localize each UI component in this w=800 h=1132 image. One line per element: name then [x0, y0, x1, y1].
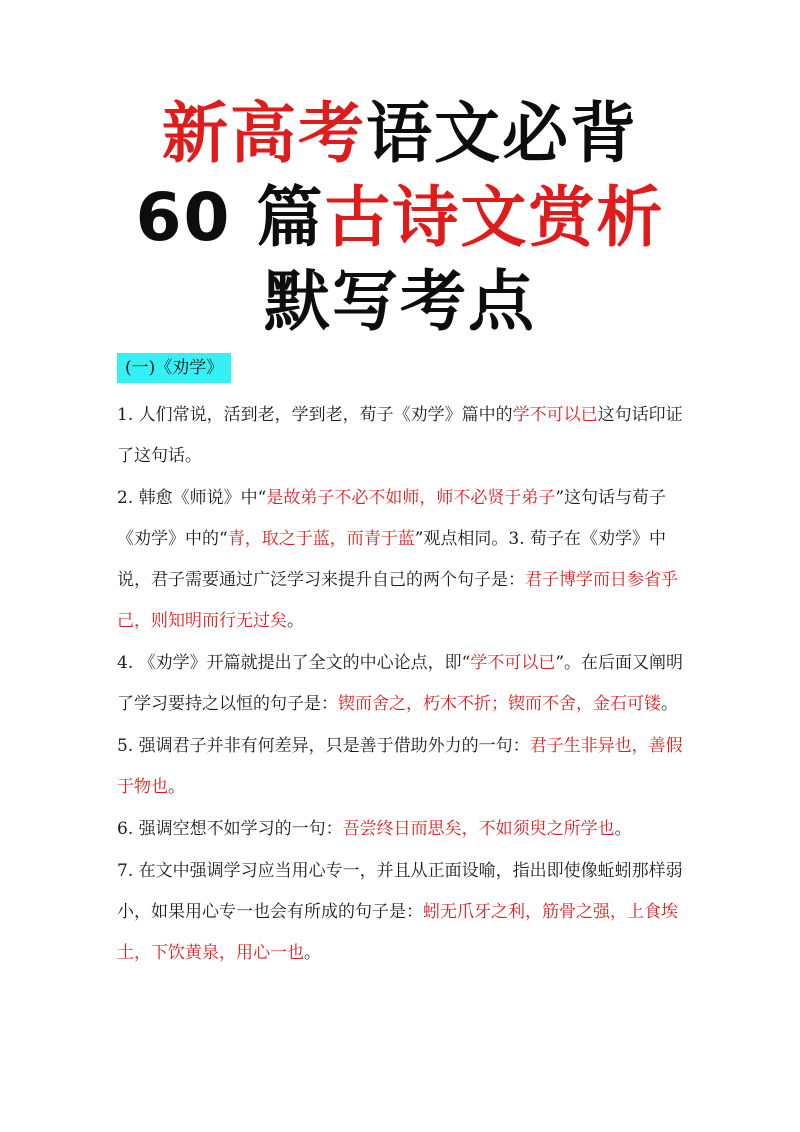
title-line-2-part-1: 60 篇 — [135, 179, 325, 256]
question-text: 2. 韩愈《师说》中“ — [117, 488, 267, 508]
question-text: ”这句话与荀子《劝学》中的“ — [117, 488, 667, 549]
question-text: 7. 在文中强调学习应当用心专一，并且从正面设喻，指出即使像蚯蚓那样弱小，如果用心专一也会有所成的句子是： — [117, 861, 683, 922]
question-text: 这句话印证了这句话。 — [117, 405, 683, 466]
question-text: 。 — [661, 694, 678, 714]
question-text: ”。在后面又阐明了学习要持之以恒的句子是： — [117, 653, 684, 714]
question-text: 。 — [287, 611, 304, 631]
answer-highlight: 君子生非异也，善假于物也 — [117, 736, 683, 797]
title-line-3 — [0, 260, 800, 344]
section-label: (一)《劝学》 — [117, 353, 231, 383]
question-item — [117, 726, 697, 808]
question-text: 。 — [168, 777, 185, 797]
question-text: 1. 人们常说，活到老，学到老，荀子《劝学》篇中的 — [117, 405, 513, 425]
answer-highlight: 君子博学而日参省乎己，则知明而行无过矣 — [117, 570, 678, 631]
answer-highlight: 学不可以已 — [512, 405, 598, 425]
question-text: 。 — [614, 819, 632, 839]
answer-highlight: 学不可以已 — [470, 653, 556, 673]
answer-highlight: 蚓无爪牙之利，筋骨之强，上食埃土，下饮黄泉，用心一也 — [117, 902, 678, 963]
question-item — [117, 851, 697, 974]
title-line-2 — [0, 176, 800, 260]
title-line-1-part-2: 语文必背 — [366, 95, 638, 172]
question-text: 5. 强调君子并非有何差异，只是善于借助外力的一句： — [117, 736, 530, 756]
question-text: ”观点相同。3. 荀子在《劝学》中说，君子需要通过广泛学习来提升自己的两个句子是： — [117, 529, 667, 590]
answer-highlight: 锲而舍之，朽木不折；锲而不舍，金石可镂 — [338, 694, 661, 714]
answer-highlight: 青，取之于蓝，而青于蓝 — [227, 529, 415, 549]
question-list — [117, 395, 697, 975]
question-item — [117, 809, 697, 850]
title-line-1 — [0, 92, 800, 176]
title-line-1-part-1: 新高考 — [162, 95, 366, 172]
question-item — [117, 643, 697, 725]
answer-highlight: 是故弟子不必不如师，师不必贤于弟子 — [266, 488, 556, 508]
question-text: 。 — [304, 943, 321, 963]
question-text: 6. 强调空想不如学习的一句： — [117, 819, 343, 839]
question-text: 4. 《劝学》开篇就提出了全文的中心论点，即“ — [117, 653, 471, 673]
answer-highlight: 吾尝终日而思矣，不如须臾之所学也 — [342, 819, 615, 839]
question-item — [117, 395, 697, 477]
document-title — [0, 92, 800, 344]
question-item — [117, 478, 697, 642]
title-line-3-part-1: 默写考点 — [264, 263, 536, 340]
title-line-2-part-2: 古诗文赏析 — [324, 179, 665, 256]
